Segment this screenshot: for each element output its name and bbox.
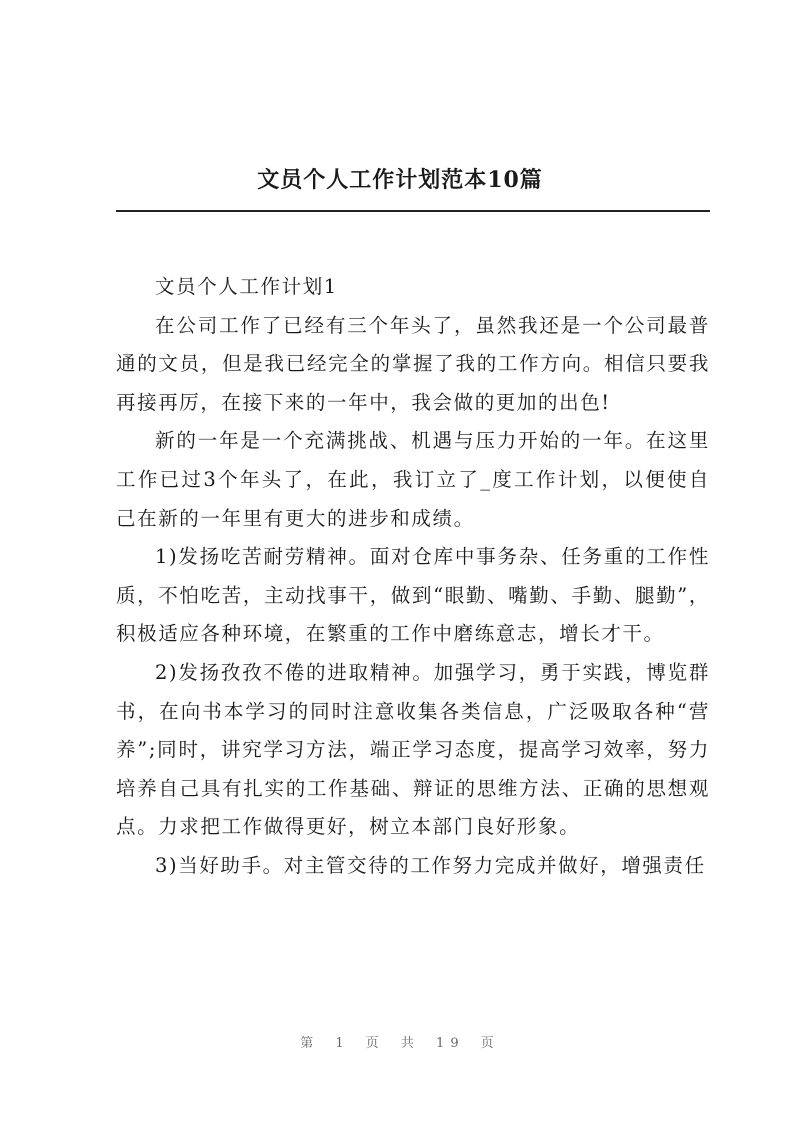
title-divider xyxy=(116,210,710,212)
paragraph: 3)当好助手。对主管交待的工作努力完成并做好，增强责任 xyxy=(155,853,706,877)
section-heading: 文员个人工作计划1 xyxy=(155,275,338,298)
page-number-footer: 第 1 页 共 19 页 xyxy=(300,1036,500,1051)
document-body xyxy=(116,268,710,886)
paragraph: 在公司工作了已经有三个年头了，虽然我还是一个公司最普通的文员，但是我已经完全的掌握了我的工作方向。相信只要我再接再厉，在接下来的一年中，我会做的更加的出色! xyxy=(116,313,710,414)
paragraph: 1)发扬吃苦耐劳精神。面对仓库中事务杂、任务重的工作性质，不怕吃苦，主动找事干，做到“眼勤、嘴勤、手勤、腿勤”，积极适应各种环境，在繁重的工作中磨练意志，增长才干。 xyxy=(116,545,710,646)
paragraph: 新的一年是一个充满挑战、机遇与压力开始的一年。在这里工作已过3个年头了，在此，我订立了_度工作计划，以便使自己在新的一年里有更大的进步和成绩。 xyxy=(116,429,710,530)
document-title: 文员个人工作计划范本10篇 xyxy=(257,167,543,193)
paragraph: 2)发扬孜孜不倦的进取精神。加强学习，勇于实践，博览群书，在向书本学习的同时注意收集各类信息，广泛吸取各种“营养”;同时，讲究学习方法，端正学习态度，提高学习效率，努力培养自己具有扎实的工作基础、辩证的思维方法、正确的思想观点。力求把工作做得更好，树立本部门良好形象。 xyxy=(116,660,710,839)
